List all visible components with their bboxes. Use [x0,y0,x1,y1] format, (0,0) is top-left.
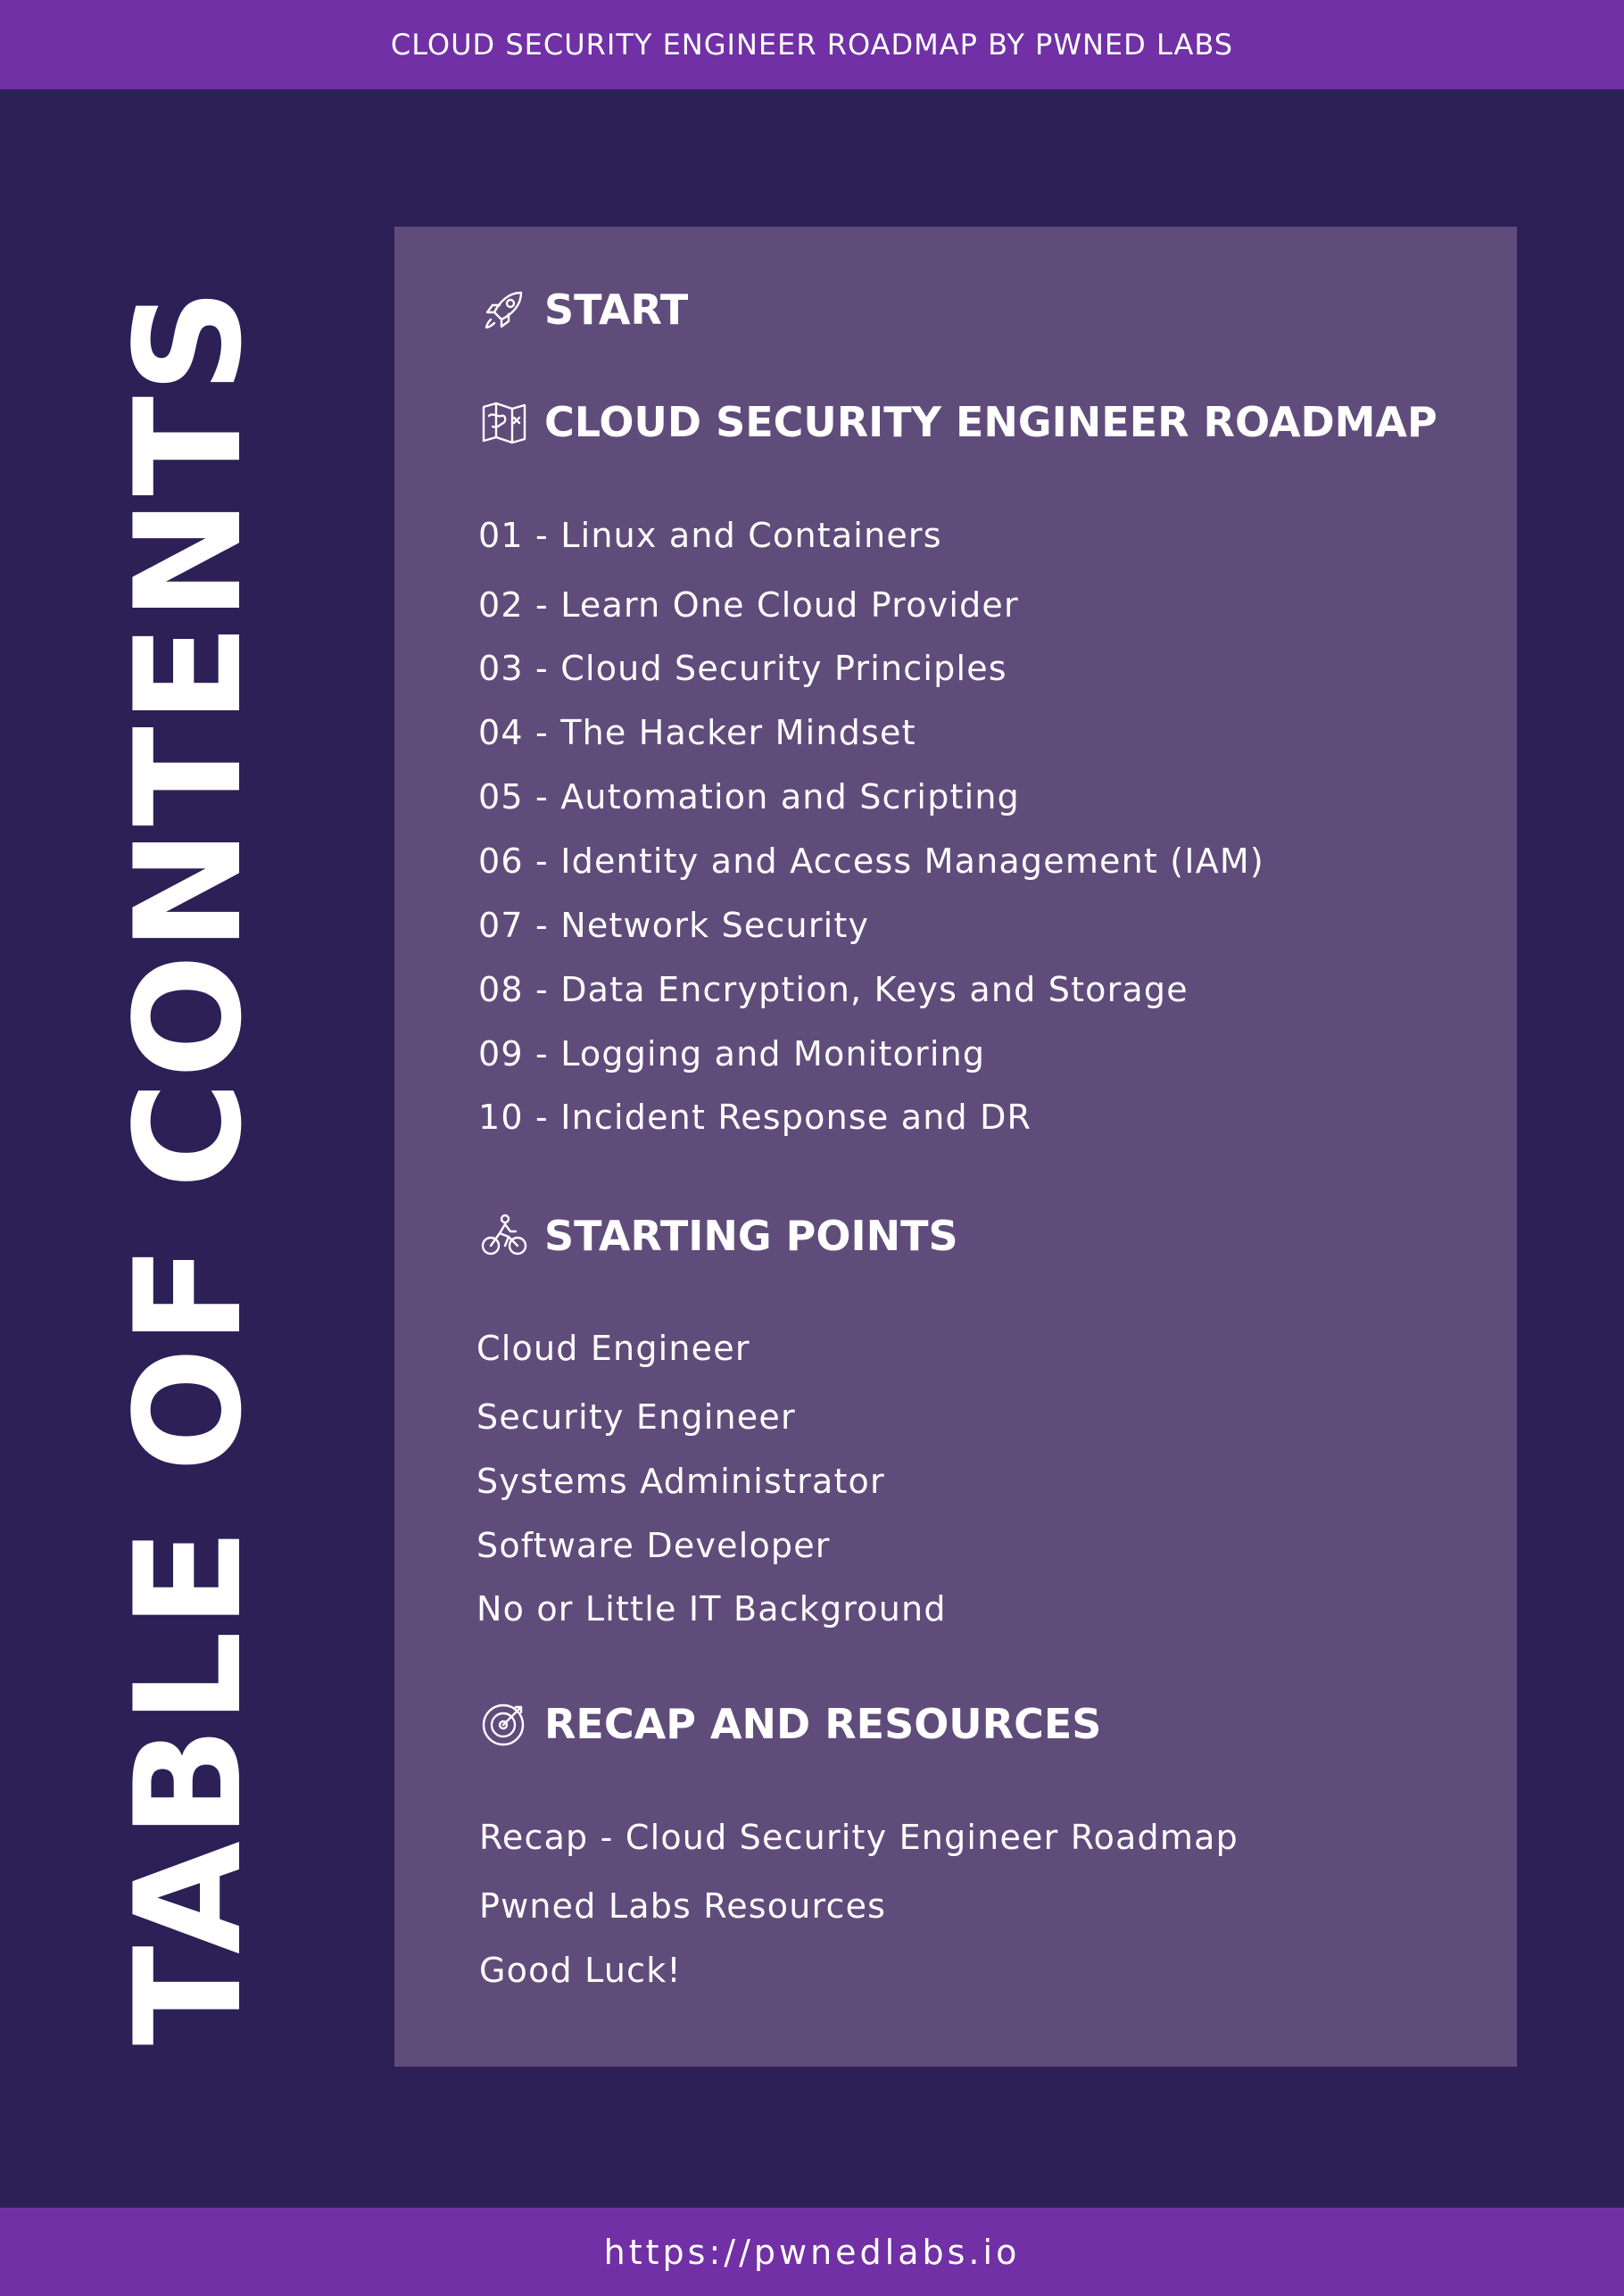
toc-item-resources[interactable]: Pwned Labs Resources [479,1886,887,1926]
toc-item-data-encryption[interactable]: 08 - Data Encryption, Keys and Storage [478,970,1189,1009]
target-icon [478,1698,530,1750]
rocket-icon [478,284,530,336]
toc-item-no-it-background[interactable]: No or Little IT Background [476,1589,947,1629]
section-title-roadmap: CLOUD SECURITY ENGINEER ROADMAP [544,398,1438,446]
toc-item-good-luck[interactable]: Good Luck! [479,1951,682,1990]
toc-item-security-principles[interactable]: 03 - Cloud Security Principles [478,649,1007,688]
toc-item-hacker-mindset[interactable]: 04 - The Hacker Mindset [478,713,916,752]
toc-item-cloud-engineer[interactable]: Cloud Engineer [476,1329,750,1368]
top-banner [0,0,1624,89]
section-title-starting-points: STARTING POINTS [544,1212,958,1260]
toc-item-cloud-provider[interactable]: 02 - Learn One Cloud Provider [478,585,1019,625]
footer-url[interactable]: https://pwnedlabs.io [603,2232,1021,2272]
toc-panel [394,227,1517,2067]
section-title-start: START [544,286,689,334]
section-start[interactable] [478,284,688,336]
toc-item-logging-monitoring[interactable]: 09 - Logging and Monitoring [478,1034,986,1073]
toc-item-linux-containers[interactable]: 01 - Linux and Containers [478,516,942,555]
toc-item-recap-roadmap[interactable]: Recap - Cloud Security Engineer Roadmap [479,1818,1239,1857]
bottom-banner [0,2208,1624,2296]
toc-item-iam[interactable]: 06 - Identity and Access Management (IAM) [478,841,1264,881]
section-roadmap[interactable] [478,396,1438,448]
toc-item-software-developer[interactable]: Software Developer [476,1526,831,1565]
map-icon [478,396,530,448]
section-recap[interactable] [478,1698,1101,1750]
toc-item-security-engineer[interactable]: Security Engineer [476,1397,796,1437]
banner-title: CLOUD SECURITY ENGINEER ROADMAP BY PWNED LABS [390,28,1234,62]
toc-item-network-security[interactable]: 07 - Network Security [478,906,870,945]
cyclist-icon [478,1210,530,1262]
section-starting-points[interactable] [478,1210,958,1262]
toc-item-incident-response[interactable]: 10 - Incident Response and DR [478,1098,1032,1137]
section-title-recap: RECAP AND RESOURCES [544,1700,1102,1748]
vertical-title: TABLE OF CONTENTS [104,285,274,2046]
toc-item-automation-scripting[interactable]: 05 - Automation and Scripting [478,777,1020,816]
toc-item-sysadmin[interactable]: Systems Administrator [476,1462,885,1501]
